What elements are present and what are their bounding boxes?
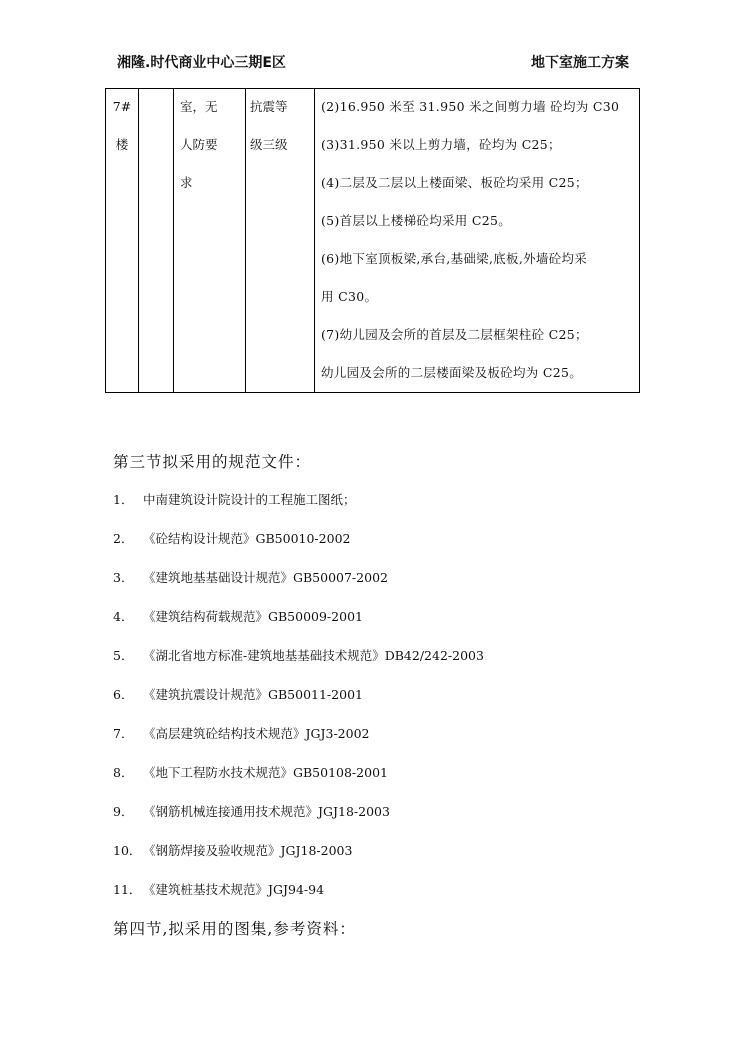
- list-text: 《地下工程防水技术规范》GB50108-2001: [143, 765, 388, 780]
- civil-defense-line: 人防要: [180, 137, 218, 152]
- list-number: 8．: [113, 765, 134, 780]
- concrete-spec-table: [105, 88, 640, 393]
- section4-title: 第四节,拟采用的图集,参考资料：: [113, 920, 356, 938]
- concrete-grade-line: 幼儿园及会所的二层楼面梁及板砼均为 C25。: [321, 365, 583, 380]
- concrete-grade-line: (5)首层以上楼梯砼均采用 C25。: [321, 213, 512, 228]
- section3-title: 第三节拟采用的规范文件：: [113, 453, 312, 471]
- building-unit: 楼: [115, 137, 129, 152]
- list-text: 《建筑结构荷载规范》GB50009-2001: [143, 609, 363, 624]
- list-text: 《钢筋焊接及验收规范》JGJ18-2003: [143, 843, 353, 858]
- seismic-grade-line: 抗震等: [250, 99, 288, 114]
- civil-defense-cell: [174, 88, 246, 393]
- list-text: 《高层建筑砼结构技术规范》JGJ3-2002: [143, 726, 370, 741]
- list-text: 《建筑抗震设计规范》GB50011-2001: [143, 687, 363, 702]
- list-number: 6．: [113, 687, 134, 702]
- list-item: [113, 841, 352, 859]
- header-project-name: 湘隆.时代商业中心三期Ε区: [117, 55, 286, 71]
- list-item: [113, 568, 388, 586]
- list-text: 《建筑桩基技术规范》JGJ94-94: [143, 882, 325, 897]
- concrete-grade-line: (4)二层及二层以上楼面梁、板砼均采用 C25；: [321, 175, 588, 190]
- list-item: [113, 607, 363, 625]
- concrete-grade-line: 用 C30。: [321, 289, 378, 304]
- concrete-grade-line: (2)16.950 米至 31.950 米之间剪力墙 砼均为 C30: [321, 99, 620, 114]
- list-number: 9．: [113, 804, 134, 819]
- list-text: 中南建筑设计院设计的工程施工图纸；: [143, 492, 356, 507]
- list-item: [113, 529, 350, 547]
- concrete-grade-line: (3)31.950 米以上剪力墙，砼均为 C25；: [321, 137, 561, 152]
- seismic-grade-cell: [246, 88, 315, 393]
- list-number: 2．: [113, 531, 134, 546]
- list-item: [113, 724, 370, 742]
- list-item: [113, 880, 324, 898]
- civil-defense-line: 求: [180, 175, 193, 190]
- header-document-title: 地下室施工方案: [531, 55, 629, 71]
- civil-defense-line: 室，无: [180, 99, 218, 114]
- building-number: 7#: [112, 99, 132, 114]
- concrete-grade-line: (7)幼儿园及会所的首层及二层框架柱砼 C25；: [321, 327, 588, 342]
- list-item: [113, 490, 356, 508]
- list-number: 7．: [113, 726, 134, 741]
- list-item: [113, 646, 484, 664]
- list-text: 《砼结构设计规范》GB50010-2002: [143, 531, 351, 546]
- list-number: 5．: [113, 648, 134, 663]
- table-row: [106, 88, 640, 393]
- list-text: 《钢筋机械连接通用技术规范》JGJ18-2003: [143, 804, 390, 819]
- list-text: 《湖北省地方标准-建筑地基基础技术规范》DB42/242-2003: [143, 648, 484, 663]
- list-text: 《建筑地基基础设计规范》GB50007-2002: [143, 570, 388, 585]
- list-item: [113, 802, 390, 820]
- empty-cell: [139, 88, 174, 393]
- list-item: [113, 685, 363, 703]
- concrete-grade-line: (6)地下室顶板梁,承台,基础梁,底板,外墙砼均采: [321, 251, 588, 266]
- list-number: 1．: [113, 492, 134, 507]
- list-number: 10．: [113, 843, 142, 858]
- seismic-grade-line: 级三级: [250, 137, 288, 152]
- list-number: 11．: [113, 882, 142, 897]
- concrete-grade-cell: [315, 88, 640, 393]
- building-cell: [106, 88, 139, 393]
- list-item: [113, 763, 388, 781]
- list-number: 4．: [113, 609, 134, 624]
- list-number: 3．: [113, 570, 134, 585]
